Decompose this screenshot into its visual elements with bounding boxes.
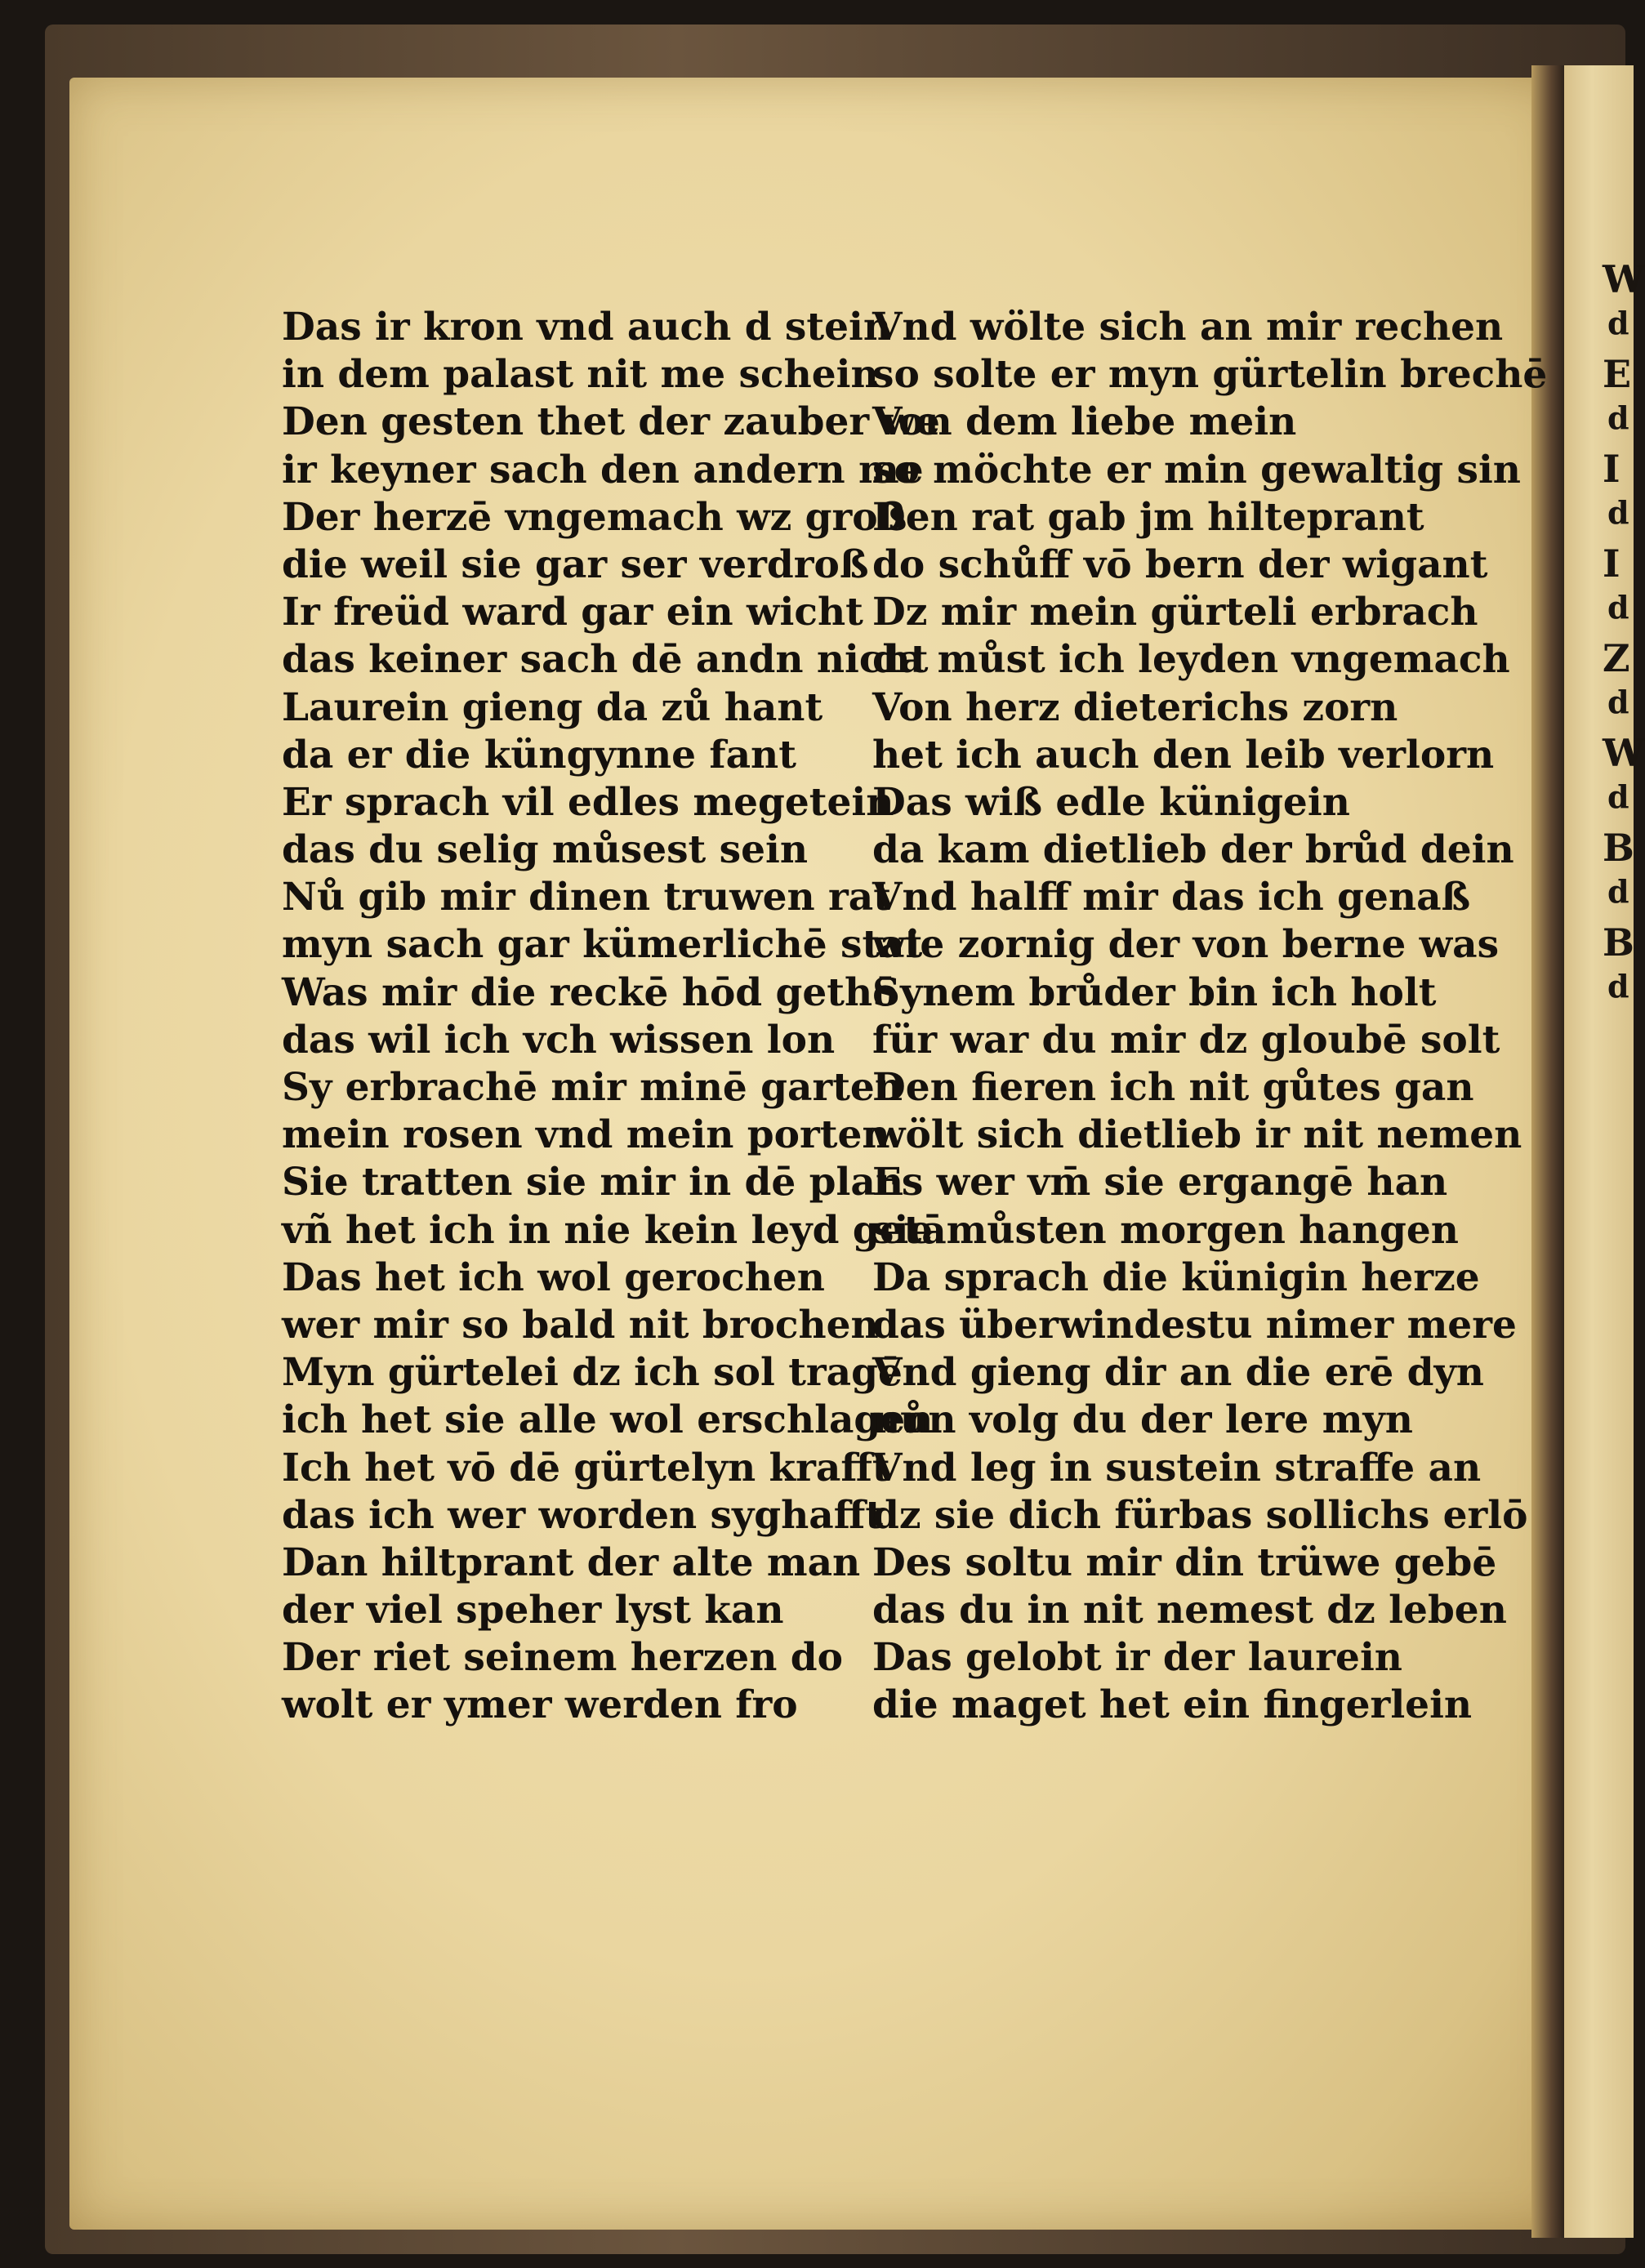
text-line: wer mir so bald nit brochen (282, 1302, 879, 1348)
text-line: sie můsten morgen hangen (872, 1207, 1459, 1253)
text-line: das wil ich vch wissen lon (282, 1017, 836, 1063)
text-line: do schůff vō bern der wigant (872, 541, 1488, 587)
next-page-glyph: d (1607, 968, 1629, 1005)
text-line: die maget het ein fingerlein (872, 1682, 1473, 1728)
text-line: Er sprach vil edles megetein (282, 779, 894, 825)
next-page-glyph: d (1607, 778, 1629, 815)
text-line: das du in nit nemest dz leben (872, 1588, 1507, 1633)
text-line: dz sie dich fürbas sollichs erlō (872, 1492, 1528, 1538)
right-text-column (872, 304, 1547, 1730)
text-line: ir keyner sach den andern me (282, 447, 924, 492)
text-line: Den fieren ich nit gůtes gan (872, 1065, 1474, 1110)
text-line: Das gelobt ir der laurein (872, 1635, 1402, 1681)
text-line: Vnd halff mir das ich genaß (872, 875, 1471, 920)
next-page-glyph: I (1603, 447, 1620, 491)
next-page-glyph: d (1607, 305, 1629, 341)
left-text-column (282, 304, 947, 1730)
text-line: Vnd leg in sustein straffe an (872, 1445, 1482, 1490)
text-line: Der herzē vngemach wz groß (282, 494, 907, 540)
next-page-glyph: W (1603, 731, 1645, 775)
text-line: Ich het vō dē gürtelyn krafft (282, 1445, 890, 1490)
text-line: in dem palast nit me schein (282, 352, 879, 398)
text-line: die weil sie gar ser verdroß (282, 541, 869, 587)
text-line: het ich auch den leib verlorn (872, 732, 1495, 778)
text-line: mein rosen vnd mein porten (282, 1112, 890, 1158)
next-page-glyph: d (1607, 684, 1629, 720)
next-page-glyph: E (1603, 352, 1632, 396)
text-line: so solte er myn gürtelin brechē (872, 352, 1548, 398)
text-line: Den rat gab jm hilteprant (872, 494, 1424, 540)
text-line: nůn volg du der lere myn (872, 1397, 1413, 1443)
text-line: Nů gib mir dinen truwen rat (282, 875, 891, 920)
text-line: Das het ich wol gerochen (282, 1254, 825, 1300)
text-line: Von herz dieterichs zorn (872, 684, 1398, 730)
text-line: Von dem liebe mein (872, 399, 1297, 445)
text-line: da kam dietlieb der brůd dein (872, 827, 1514, 873)
text-line: Ir freüd ward gar ein wicht (282, 590, 863, 635)
text-line: Den gesten thet der zauber we (282, 399, 940, 445)
text-line: wolt er ymer werden fro (282, 1682, 798, 1728)
text-line: für war du mir dz gloubē solt (872, 1017, 1500, 1063)
text-line: Das ir kron vnd auch d stein (282, 305, 892, 350)
text-line: das du selig můsest sein (282, 827, 809, 873)
text-line: Des soltu mir din trüwe gebē (872, 1539, 1497, 1585)
next-page-glyph: B (1603, 826, 1634, 870)
text-line: so möchte er min gewaltig sin (872, 447, 1521, 492)
text-line: wölt sich dietlieb ir nit nemen (872, 1112, 1522, 1158)
text-line: das keiner sach dē andn nicht (282, 637, 929, 683)
text-line: Vnd wölte sich an mir rechen (872, 305, 1504, 350)
next-page-glyph: Z (1603, 636, 1630, 680)
next-page-glyph: d (1607, 494, 1629, 531)
text-line: das überwindestu nimer mere (872, 1302, 1517, 1348)
text-line: Dan hiltprant der alte man (282, 1539, 861, 1585)
next-page-glyph: d (1607, 399, 1629, 436)
text-line: Es wer vm̄ sie ergangē han (872, 1160, 1448, 1205)
text-line: Da sprach die künigin herze (872, 1254, 1480, 1300)
text-line: ich het sie alle wol erschlagen (282, 1397, 934, 1443)
text-line: Myn gürtelei dz ich sol tragē (282, 1350, 903, 1396)
next-page-glyph: I (1603, 541, 1620, 586)
text-line: myn sach gar kümerlichē stat (282, 922, 923, 968)
text-line: das ich wer worden syghafft (282, 1492, 884, 1538)
text-line: vñ het ich in nie kein leyd getā (282, 1207, 947, 1253)
text-line: Was mir die reckē hōd gethō (282, 969, 898, 1015)
next-page-glyph: d (1607, 589, 1629, 626)
text-line: Sie tratten sie mir in dē plan (282, 1160, 903, 1205)
text-line: Das wiß edle künigein (872, 779, 1350, 825)
next-page-glyph: d (1607, 873, 1629, 910)
text-line: da er die küngynne fant (282, 732, 796, 778)
text-line: Sy erbrachē mir minē garten (282, 1065, 903, 1110)
text-line: Vnd gieng dir an die erē dyn (872, 1350, 1484, 1396)
next-page-glyph: B (1603, 920, 1634, 965)
text-line: wie zornig der von berne was (872, 922, 1500, 968)
text-line: der viel speher lyst kan (282, 1588, 784, 1633)
text-line: Der riet seinem herzen do (282, 1635, 843, 1681)
text-line: Dz mir mein gürteli erbrach (872, 590, 1478, 635)
text-line: Laurein gieng da zů hant (282, 684, 823, 730)
text-line: da můst ich leyden vngemach (872, 637, 1510, 683)
text-line: Synem brůder bin ich holt (872, 969, 1437, 1015)
next-page-glyph: W (1603, 257, 1645, 301)
